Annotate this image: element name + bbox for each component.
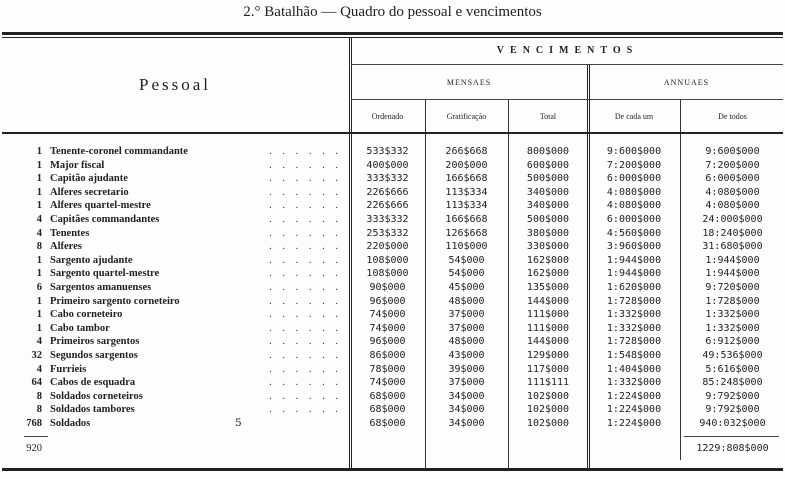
cell-de-todos: 1:332$000 <box>705 322 760 334</box>
leader-dots: . . . . . . <box>269 390 342 402</box>
row-qty: 6 <box>36 281 42 293</box>
total-rule <box>684 436 779 437</box>
row-qty: 1 <box>36 268 42 280</box>
leader-dots: . . . . . . <box>269 377 342 389</box>
cell-de-todos: 1:728$000 <box>705 295 760 307</box>
row-qty: 1 <box>36 146 42 157</box>
leader-dots: . . . . . . <box>269 404 342 416</box>
bottom-rule <box>2 468 783 471</box>
cell-total: 500$000 <box>526 173 570 185</box>
cell-ordenado: 74$000 <box>369 377 406 389</box>
table-row <box>0 172 785 186</box>
cell-de-todos: 49:536$000 <box>702 349 763 361</box>
row-qty: 8 <box>36 241 42 253</box>
header-de-todos: De todos <box>718 112 747 121</box>
cell-de-cada-um: 1:224$000 <box>606 404 662 416</box>
cell-de-cada-um: 3:960$000 <box>606 241 662 253</box>
cell-total: 144$000 <box>526 295 570 307</box>
cell-de-todos: 6:912$000 <box>705 336 760 348</box>
cell-de-cada-um: 1:944$000 <box>606 268 662 280</box>
header-mensaes: MENSAES <box>446 78 492 87</box>
cell-de-cada-um: 1:332$000 <box>606 322 662 334</box>
cell-de-todos: 4:080$000 <box>705 200 760 212</box>
leader-dots: . . . . . . <box>269 146 342 157</box>
cell-de-todos: 18:240$000 <box>702 227 763 239</box>
cell-total: 129$000 <box>526 349 570 361</box>
cell-de-todos: 31:680$000 <box>702 241 763 253</box>
row-name: Alferes quartel-mestre <box>50 200 151 212</box>
cell-gratificacao: 34$000 <box>448 404 485 416</box>
top-rule <box>2 32 783 35</box>
cell-de-cada-um: 4:080$000 <box>606 186 662 198</box>
header-total: Total <box>539 112 557 121</box>
cell-gratificacao: 34$000 <box>448 390 485 402</box>
cell-de-cada-um: 1:728$000 <box>606 295 662 307</box>
header-de-cada-um: De cada um <box>614 112 654 121</box>
row-qty: 1 <box>36 295 42 307</box>
header-rule <box>351 64 783 65</box>
row-qty: 4 <box>36 363 42 375</box>
cell-gratificacao: 45$000 <box>448 281 485 293</box>
cell-de-cada-um: 9:600$000 <box>606 146 662 157</box>
cell-gratificacao: 48$000 <box>448 336 485 348</box>
cell-gratificacao: 43$000 <box>448 349 485 361</box>
page-title: 2.° Batalhão — Quadro do pessoal e vencimentos <box>243 4 542 20</box>
cell-de-cada-um: 1:224$000 <box>606 390 662 402</box>
table-row <box>0 322 785 336</box>
cell-ordenado: 226$666 <box>366 186 409 198</box>
row-name: Alferes <box>50 241 82 253</box>
cell-de-cada-um: 6:000$000 <box>606 173 662 185</box>
row-name: Capitães commandantes <box>50 213 160 225</box>
cell-ordenado: 253$332 <box>366 227 409 239</box>
cell-total: 162$000 <box>526 268 570 280</box>
cell-de-todos: 9:600$000 <box>705 146 760 157</box>
cell-gratificacao: 113$334 <box>445 186 488 198</box>
cell-ordenado: 108$000 <box>366 268 409 280</box>
cell-de-cada-um: 1:548$000 <box>606 349 662 361</box>
row-qty: 4 <box>36 213 42 225</box>
cell-gratificacao: 37$000 <box>448 322 485 334</box>
row-name: Sargentos amanuenses <box>50 281 152 293</box>
total-qty: 920 <box>26 443 42 454</box>
row-name: Soldados tambores <box>50 404 135 416</box>
cell-ordenado: 90$000 <box>369 281 406 293</box>
row-qty: 1 <box>36 159 42 171</box>
cell-de-todos: 9:792$000 <box>705 404 760 416</box>
row-qty: 1 <box>36 173 42 185</box>
cell-de-cada-um: 1:944$000 <box>606 254 662 266</box>
table-row <box>0 267 785 281</box>
row-qty: 4 <box>36 336 42 348</box>
cell-gratificacao: 166$668 <box>445 173 488 185</box>
top-rule-thin <box>2 37 783 38</box>
row-qty: 768 <box>26 417 42 429</box>
cell-gratificacao: 37$000 <box>448 377 485 389</box>
cell-de-todos: 85:248$000 <box>702 377 763 389</box>
cell-total: 102$000 <box>526 390 570 402</box>
header-ordenado: Ordenado <box>371 112 404 121</box>
cell-ordenado: 78$000 <box>369 363 406 375</box>
table-row <box>0 159 785 173</box>
table-body <box>0 145 785 430</box>
cell-de-cada-um: 1:224$000 <box>606 417 662 429</box>
table-row <box>0 281 785 295</box>
cell-ordenado: 68$000 <box>369 417 406 429</box>
cell-total: 144$000 <box>526 336 570 348</box>
row-name: Cabo tambor <box>50 322 110 334</box>
table-row <box>0 308 785 322</box>
cell-de-todos: 1:944$000 <box>705 268 760 280</box>
cell-ordenado: 333$332 <box>366 173 409 185</box>
table-row <box>0 199 785 213</box>
cell-ordenado: 220$000 <box>366 241 409 253</box>
table-row <box>0 376 785 390</box>
table-row <box>0 403 785 417</box>
header-annuaes: ANNUAES <box>663 78 710 87</box>
table-row <box>0 349 785 363</box>
cell-total: 600$000 <box>526 159 570 171</box>
cell-total: 111$111 <box>526 377 570 389</box>
cell-gratificacao: 39$000 <box>448 363 485 375</box>
row-name: Soldados <box>50 417 91 429</box>
leader-dots: . . . . . . <box>269 349 342 361</box>
leader-dots: . . . . . . <box>269 200 342 212</box>
table-row <box>0 186 785 200</box>
cell-total: 111$000 <box>526 309 570 321</box>
cell-de-todos: 5:616$000 <box>705 363 760 375</box>
leader-dots: . . . . . . <box>269 295 342 307</box>
stray-mark: 5 <box>235 416 242 429</box>
cell-de-cada-um: 1:728$000 <box>606 336 662 348</box>
cell-ordenado: 96$000 <box>369 336 406 348</box>
leader-dots: . . . . . . <box>269 173 342 185</box>
row-name: Sargento quartel-mestre <box>50 268 160 280</box>
header-rule <box>351 99 783 100</box>
cell-ordenado: 400$000 <box>366 159 409 171</box>
cell-ordenado: 108$000 <box>366 254 409 266</box>
row-name: Major fiscal <box>50 159 105 171</box>
cell-ordenado: 226$666 <box>366 200 409 212</box>
cell-ordenado: 74$000 <box>369 322 406 334</box>
table-row <box>0 240 785 254</box>
cell-de-cada-um: 7:200$000 <box>606 159 662 171</box>
cell-total: 135$000 <box>526 281 570 293</box>
cell-gratificacao: 54$000 <box>448 268 485 280</box>
cell-ordenado: 86$000 <box>369 349 406 361</box>
row-name: Tenentes <box>50 227 90 239</box>
row-name: Alferes secretario <box>50 186 129 198</box>
leader-dots: . . . . . . <box>269 227 342 239</box>
row-qty: 64 <box>31 377 42 389</box>
row-name: Segundos sargentos <box>50 349 138 361</box>
cell-ordenado: 533$332 <box>366 146 409 157</box>
leader-dots: . . . . . . <box>269 241 342 253</box>
leader-dots: . . . . . . <box>269 186 342 198</box>
header-pessoal: Pessoal <box>139 75 211 94</box>
cell-total: 340$000 <box>526 186 570 198</box>
cell-gratificacao: 113$334 <box>445 200 488 212</box>
table-row <box>0 363 785 377</box>
leader-dots: . . . . . . <box>269 363 342 375</box>
cell-total: 800$000 <box>526 146 570 157</box>
cell-de-cada-um: 4:560$000 <box>606 227 662 239</box>
row-name: Cabo corneteiro <box>50 309 123 321</box>
totals-row <box>0 442 785 456</box>
cell-total: 380$000 <box>526 227 570 239</box>
leader-dots: . . . . . . <box>269 309 342 321</box>
cell-de-todos: 7:200$000 <box>705 159 760 171</box>
header-bottom-rule <box>2 132 783 134</box>
leader-dots: . . . . . . <box>269 159 342 171</box>
table-row <box>0 145 785 159</box>
table-row <box>0 390 785 404</box>
cell-total: 102$000 <box>526 417 570 429</box>
row-qty: 32 <box>31 349 42 361</box>
row-name: Primeiros sargentos <box>50 336 140 348</box>
row-qty: 4 <box>36 227 42 239</box>
cell-de-cada-um: 1:620$000 <box>606 281 662 293</box>
cell-ordenado: 96$000 <box>369 295 406 307</box>
row-qty: 1 <box>36 309 42 321</box>
table-row <box>0 227 785 241</box>
cell-de-cada-um: 4:080$000 <box>606 200 662 212</box>
cell-ordenado: 68$000 <box>369 404 406 416</box>
total-de-todos: 1229:808$000 <box>696 443 769 454</box>
row-name: Furrieis <box>50 363 87 375</box>
row-qty: 1 <box>36 322 42 334</box>
cell-de-todos: 24:000$000 <box>702 213 763 225</box>
cell-de-todos: 9:792$000 <box>705 390 760 402</box>
row-qty: 1 <box>36 186 42 198</box>
row-name: Cabos de esquadra <box>50 377 136 389</box>
cell-gratificacao: 48$000 <box>448 295 485 307</box>
leader-dots: . . . . . . <box>269 336 342 348</box>
cell-total: 330$000 <box>526 241 570 253</box>
total-rule <box>24 436 48 437</box>
cell-de-todos: 6:000$000 <box>705 173 760 185</box>
cell-de-cada-um: 6:000$000 <box>606 213 662 225</box>
cell-gratificacao: 54$000 <box>448 254 485 266</box>
cell-gratificacao: 34$000 <box>448 417 485 429</box>
header-vencimentos: VENCIMENTOS <box>496 45 639 56</box>
cell-ordenado: 333$332 <box>366 213 409 225</box>
table-row <box>0 417 785 431</box>
leader-dots: . . . . . . <box>269 213 342 225</box>
leader-dots: . . . . . . <box>269 322 342 334</box>
header-gratificacao: Gratificação <box>446 112 487 121</box>
row-name: Sargento ajudante <box>50 254 133 266</box>
row-name: Tenente-coronel commandante <box>50 146 188 157</box>
leader-dots: . . . . . . <box>269 281 342 293</box>
leader-dots: . . . . . . <box>269 268 342 280</box>
cell-total: 340$000 <box>526 200 570 212</box>
cell-total: 500$000 <box>526 213 570 225</box>
cell-gratificacao: 110$000 <box>445 241 488 253</box>
cell-de-cada-um: 1:332$000 <box>606 309 662 321</box>
table-row <box>0 254 785 268</box>
row-qty: 8 <box>36 390 42 402</box>
row-name: Primeiro sargento corneteiro <box>50 295 180 307</box>
cell-gratificacao: 266$668 <box>445 146 488 157</box>
cell-total: 102$000 <box>526 404 570 416</box>
cell-gratificacao: 126$668 <box>445 227 488 239</box>
table-row <box>0 295 785 309</box>
cell-total: 111$000 <box>526 322 570 334</box>
leader-dots: . . . . . . <box>269 254 342 266</box>
row-qty: 8 <box>36 404 42 416</box>
row-qty: 1 <box>36 200 42 212</box>
cell-gratificacao: 37$000 <box>448 309 485 321</box>
row-name: Soldados corneteiros <box>50 390 143 402</box>
cell-de-cada-um: 1:332$000 <box>606 377 662 389</box>
table-row <box>0 335 785 349</box>
cell-de-todos: 4:080$000 <box>705 186 760 198</box>
row-qty: 1 <box>36 254 42 266</box>
cell-gratificacao: 200$000 <box>445 159 488 171</box>
cell-de-todos: 940:032$000 <box>699 417 766 429</box>
cell-de-todos: 9:720$000 <box>705 281 760 293</box>
cell-total: 117$000 <box>526 363 570 375</box>
row-name: Capitão ajudante <box>50 173 128 185</box>
cell-de-todos: 1:944$000 <box>705 254 760 266</box>
table-row <box>0 213 785 227</box>
cell-de-todos: 1:332$000 <box>705 309 760 321</box>
cell-ordenado: 68$000 <box>369 390 406 402</box>
cell-ordenado: 74$000 <box>369 309 406 321</box>
cell-de-cada-um: 1:404$000 <box>606 363 662 375</box>
cell-total: 162$000 <box>526 254 570 266</box>
cell-gratificacao: 166$668 <box>445 213 488 225</box>
